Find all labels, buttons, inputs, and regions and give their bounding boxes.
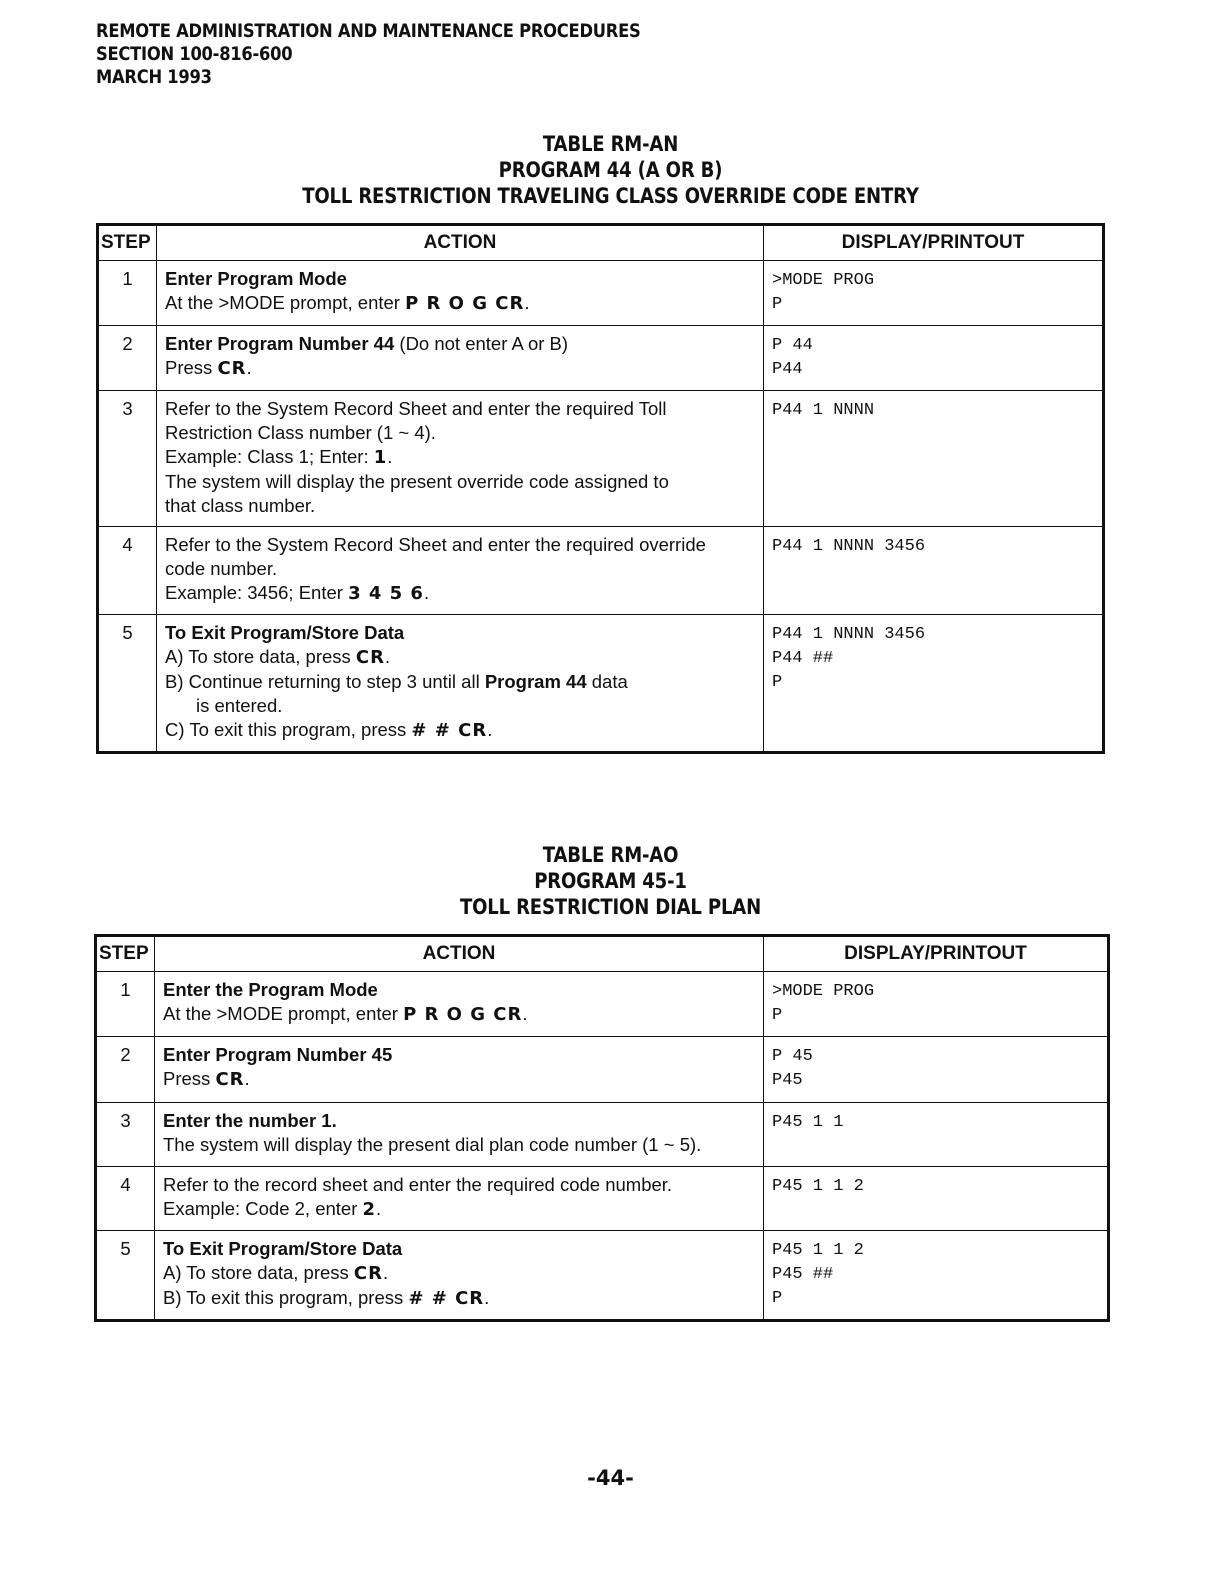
action-text: Refer to the record sheet and enter the required code number.: [163, 1174, 673, 1195]
table-ao-title-line3: TOLL RESTRICTION DIAL PLAN: [459, 895, 762, 919]
step-number: 5: [98, 615, 157, 753]
display-line: P44 1 NNNN: [772, 401, 875, 420]
display-line: P45 1 1 2: [772, 1177, 864, 1196]
display-line: >MODE PROG: [772, 271, 875, 290]
column-header-action: ACTION: [155, 936, 764, 972]
step-number: 2: [96, 1037, 155, 1103]
key-sequence: # # CR: [408, 1288, 485, 1309]
action-text-end: data: [586, 671, 628, 692]
display-cell: [764, 1037, 1109, 1103]
action-text: Press: [163, 1068, 216, 1089]
table-row: [98, 391, 1104, 527]
key-sequence: CR: [353, 1263, 383, 1284]
action-cell: [155, 1103, 764, 1167]
action-text: Refer to the System Record Sheet and enter the required Toll: [165, 398, 667, 419]
display-cell: [764, 1231, 1109, 1321]
table-an-title-line1: TABLE RM-AN: [542, 132, 679, 156]
table-an-title: [0, 131, 1221, 209]
step-number: 2: [98, 326, 157, 391]
display-line: P45 ##: [772, 1265, 834, 1284]
table-row: [96, 1231, 1109, 1321]
display-line: P45 1 1 2: [772, 1241, 864, 1260]
display-line: P: [772, 295, 783, 314]
display-line: P: [772, 1289, 783, 1308]
table-row: [96, 1037, 1109, 1103]
table-header-row: [96, 936, 1109, 972]
display-cell: [764, 1103, 1109, 1167]
action-text: is entered.: [196, 695, 283, 716]
key-sequence: CR: [217, 358, 247, 379]
action-text: At the >MODE prompt, enter: [165, 292, 406, 313]
table-row: [96, 1103, 1109, 1167]
key-sequence: P R O G CR: [403, 1004, 523, 1025]
action-text: Example: Class 1; Enter:: [165, 446, 374, 467]
display-cell: [764, 527, 1104, 615]
table-row: [98, 615, 1104, 753]
action-text-end: .: [484, 1287, 490, 1308]
table-row: [98, 326, 1104, 391]
display-line: P44 ##: [772, 649, 834, 668]
action-heading: Enter the Program Mode: [163, 979, 378, 1000]
action-text: The system will display the present dial plan code number (1 ~ 5).: [163, 1134, 702, 1155]
display-cell: [764, 1167, 1109, 1231]
table-ao-title-line1: TABLE RM-AO: [542, 843, 679, 867]
display-line: P 44: [772, 336, 813, 355]
action-text-end: .: [524, 292, 530, 313]
action-text: B) Continue returning to step 3 until all: [165, 671, 485, 692]
action-heading: Enter the number 1.: [163, 1110, 337, 1131]
action-text: that class number.: [165, 495, 316, 516]
action-text: Refer to the System Record Sheet and enter the required override: [165, 534, 706, 555]
page-number: -44-: [587, 1466, 634, 1490]
action-heading: Enter Program Number 45: [163, 1044, 393, 1065]
action-text-end: .: [487, 719, 493, 740]
action-text: A) To store data, press: [163, 1262, 354, 1283]
action-text: Restriction Class number (1 ~ 4).: [165, 422, 436, 443]
column-header-display: DISPLAY/PRINTOUT: [764, 936, 1109, 972]
column-header-step: STEP: [98, 225, 157, 261]
action-heading: Enter Program Number 44: [165, 333, 395, 354]
action-cell: [157, 391, 764, 527]
action-text: A) To store data, press: [165, 646, 356, 667]
action-cell: [157, 261, 764, 326]
key-sequence: # # CR: [411, 720, 488, 741]
display-line: >MODE PROG: [772, 982, 875, 1001]
display-cell: [764, 261, 1104, 326]
action-text-end: .: [522, 1003, 528, 1024]
action-heading: To Exit Program/Store Data: [163, 1238, 403, 1259]
display-line: P44 1 NNNN 3456: [772, 537, 926, 556]
column-header-display: DISPLAY/PRINTOUT: [764, 225, 1104, 261]
action-cell: [157, 326, 764, 391]
key-sequence: 3 4 5 6: [348, 583, 424, 604]
action-text-end: .: [376, 1198, 382, 1219]
action-cell: [157, 527, 764, 615]
step-number: 3: [98, 391, 157, 527]
display-cell: [764, 326, 1104, 391]
action-text: C) To exit this program, press: [165, 719, 412, 740]
key-sequence: CR: [355, 647, 385, 668]
table-row: [98, 527, 1104, 615]
step-number: 1: [96, 972, 155, 1037]
table-header-row: [98, 225, 1104, 261]
action-text: Example: Code 2, enter: [163, 1198, 363, 1219]
action-text: Press: [165, 357, 218, 378]
action-note: (Do not enter A or B): [394, 333, 569, 354]
table-row: [98, 261, 1104, 326]
header-date: MARCH 1993: [96, 66, 212, 88]
header-section: SECTION 100-816-600: [96, 43, 293, 65]
display-line: P45 1 1: [772, 1113, 844, 1132]
step-number: 1: [98, 261, 157, 326]
display-cell: [764, 615, 1104, 753]
action-cell: [155, 1037, 764, 1103]
table-ao-title: [0, 842, 1221, 920]
key-sequence: 2: [362, 1199, 377, 1220]
display-cell: [764, 972, 1109, 1037]
action-text-end: .: [423, 582, 430, 603]
display-line: P44: [772, 360, 803, 379]
table-an-title-line2: PROGRAM 44 (A OR B): [498, 158, 723, 182]
action-text-end: .: [383, 1262, 389, 1283]
action-text: The system will display the present override code assigned to: [165, 471, 669, 492]
column-header-step: STEP: [96, 936, 155, 972]
action-text: code number.: [165, 558, 278, 579]
table-row: [96, 1167, 1109, 1231]
display-line: P44 1 NNNN 3456: [772, 625, 926, 644]
action-heading: To Exit Program/Store Data: [165, 622, 405, 643]
action-cell: [157, 615, 764, 753]
table-ao: [94, 934, 1110, 1322]
header-title: REMOTE ADMINISTRATION AND MAINTENANCE PROCEDURES: [96, 20, 641, 42]
step-number: 5: [96, 1231, 155, 1321]
action-heading: Enter Program Mode: [165, 268, 347, 289]
display-cell: [764, 391, 1104, 527]
table-ao-title-line2: PROGRAM 45-1: [534, 869, 687, 893]
step-number: 4: [96, 1167, 155, 1231]
step-number: 3: [96, 1103, 155, 1167]
key-sequence: CR: [215, 1069, 245, 1090]
action-text-end: .: [385, 646, 391, 667]
action-text: Example: 3456; Enter: [165, 582, 349, 603]
key-sequence: P R O G CR: [405, 293, 525, 314]
display-line: P: [772, 673, 783, 692]
action-text: At the >MODE prompt, enter: [163, 1003, 404, 1024]
table-row: [96, 972, 1109, 1037]
step-number: 4: [98, 527, 157, 615]
display-line: P45: [772, 1071, 803, 1090]
table-an-title-line3: TOLL RESTRICTION TRAVELING CLASS OVERRIDE CODE ENTRY: [302, 184, 919, 208]
action-text-end: .: [244, 1068, 250, 1089]
action-cell: [155, 1167, 764, 1231]
action-text-end: .: [387, 446, 393, 467]
document-header: [96, 20, 641, 89]
display-line: P: [772, 1006, 783, 1025]
column-header-action: ACTION: [157, 225, 764, 261]
action-text-end: .: [246, 357, 252, 378]
action-text: B) To exit this program, press: [163, 1287, 409, 1308]
table-an: [96, 223, 1105, 754]
action-bold-text: Program 44: [484, 671, 587, 692]
key-sequence: 1: [373, 447, 388, 468]
action-cell: [155, 1231, 764, 1321]
action-cell: [155, 972, 764, 1037]
display-line: P 45: [772, 1047, 813, 1066]
